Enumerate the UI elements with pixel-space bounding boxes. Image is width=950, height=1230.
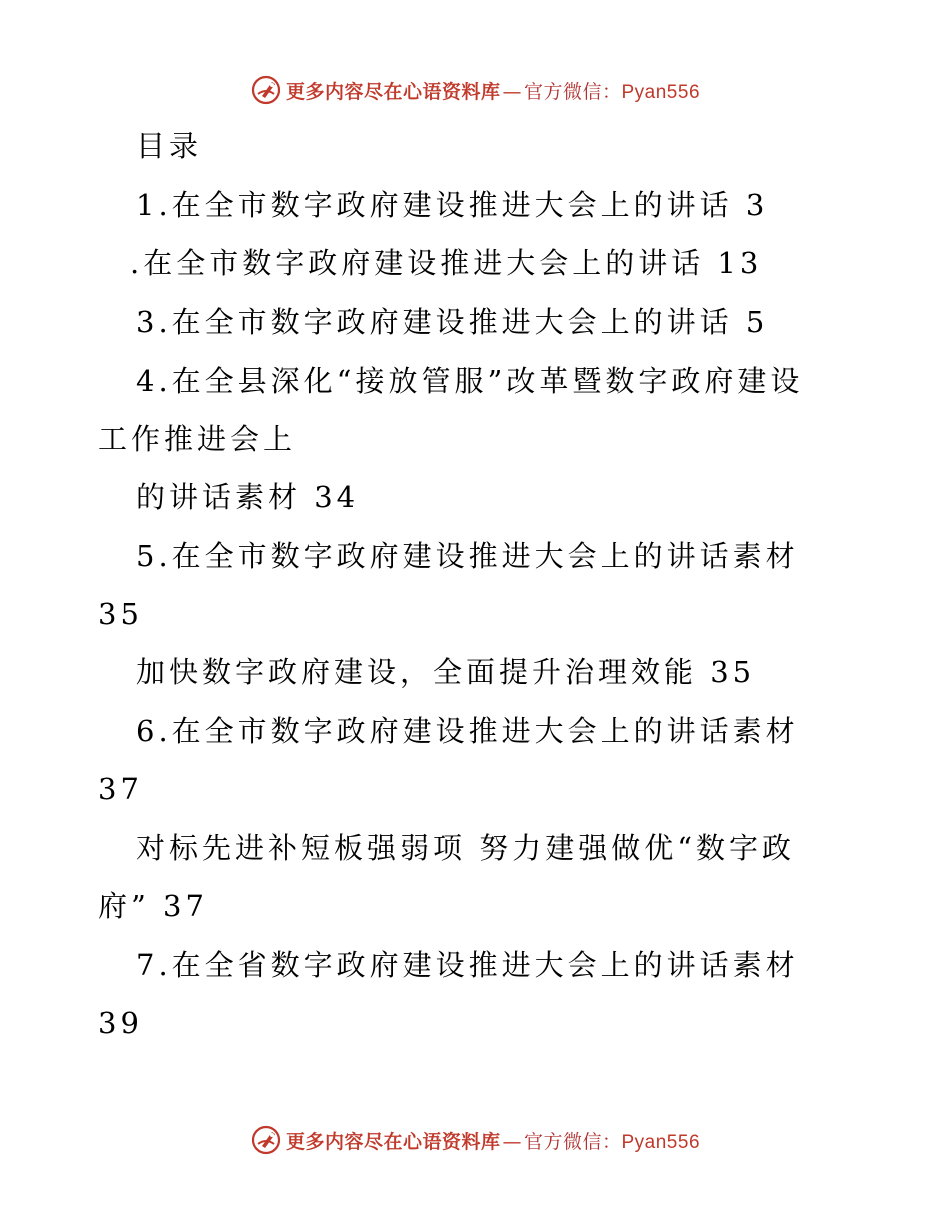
footer-wechat-id: Pyan556 — [621, 1131, 701, 1153]
footer-banner-content — [250, 1124, 700, 1156]
toc-line: 工作推进会上 — [98, 422, 297, 456]
footer-brand: 更多内容尽在心语资料库 — [285, 1130, 501, 1153]
toc-line: 6.在全市数字政府建设推进大会上的讲话素材 — [136, 714, 799, 748]
toc-line: 35 — [98, 597, 143, 631]
toc-line: 府” 37 — [98, 889, 208, 923]
toc-line: 加快数字政府建设，全面提升治理效能 35 — [136, 655, 756, 689]
footer-text — [286, 1127, 700, 1154]
toc-line: 3.在全市数字政府建设推进大会上的讲话 5 — [136, 305, 769, 339]
footer-banner — [0, 1120, 950, 1160]
toc-line: 7.在全省数字政府建设推进大会上的讲话素材 — [136, 948, 799, 982]
footer-separator: — — [502, 1130, 522, 1153]
toc-line: .在全市数字政府建设推进大会上的讲话 13 — [130, 246, 763, 280]
header-brand: 更多内容尽在心语资料库 — [285, 80, 501, 103]
toc-line: 1.在全市数字政府建设推进大会上的讲话 3 — [136, 188, 769, 222]
header-separator: — — [502, 80, 522, 103]
book-pen-logo-icon — [250, 1124, 282, 1156]
toc-line: 对标先进补短板强弱项 努力建强做优“数字政 — [136, 831, 796, 865]
toc-title: 目录 — [136, 129, 203, 163]
toc-line: 37 — [98, 772, 143, 806]
toc-line: 4.在全县深化“接放管服”改革暨数字政府建设 — [136, 364, 804, 398]
footer-official-label: 官方微信： — [523, 1130, 622, 1153]
toc-line: 5.在全市数字政府建设推进大会上的讲话素材 — [136, 539, 799, 573]
header-wechat-id: Pyan556 — [621, 81, 701, 103]
toc-line: 的讲话素材 34 — [136, 480, 360, 514]
header-official-label: 官方微信： — [523, 80, 622, 103]
toc-line: 39 — [98, 1006, 143, 1040]
